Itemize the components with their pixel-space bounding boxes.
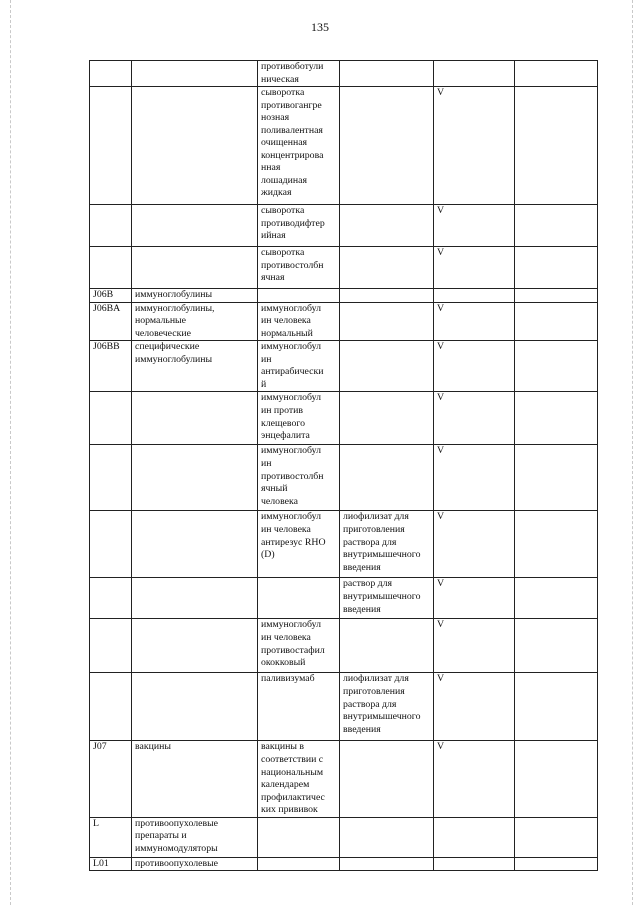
atc-group-cell [132, 87, 258, 205]
mark-text: V [437, 87, 445, 99]
drug-name-cell [258, 619, 340, 673]
table-row [90, 61, 598, 87]
table-row [90, 619, 598, 673]
atc-group-cell [132, 741, 258, 817]
drug-name-text: иммуноглобул ин человека антирезус RHO (D) [261, 511, 326, 561]
mark-text: V [437, 247, 445, 259]
dosage-form-cell [340, 302, 434, 341]
dosage-form-text: лиофилизат для приготовления раствора для внутримышечного введения [343, 673, 421, 735]
dosage-form-cell [340, 392, 434, 445]
dosage-form-text: лиофилизат для приготовления раствора для внутримышечного введения [343, 511, 421, 573]
note-cell [515, 289, 598, 303]
dosage-form-cell [340, 341, 434, 392]
drug-name-text: паливизумаб [261, 673, 315, 685]
atc-code-cell [90, 289, 132, 303]
drug-name-text: иммуноглобул ин человека противостафил ококковый [261, 619, 325, 669]
mark-text: V [437, 302, 445, 314]
mark-cell [434, 341, 515, 392]
mark-cell [434, 857, 515, 871]
atc-code-cell [90, 619, 132, 673]
drug-name-cell [258, 392, 340, 445]
mark-cell [434, 392, 515, 445]
drug-name-cell [258, 673, 340, 741]
dosage-form-text: раствор для внутримышечного введения [343, 578, 421, 615]
atc-code-text: L01 [93, 857, 109, 869]
note-cell [515, 302, 598, 341]
dosage-form-cell [340, 87, 434, 205]
note-cell [515, 741, 598, 817]
atc-code-cell [90, 578, 132, 619]
atc-code-cell [90, 392, 132, 445]
drug-name-cell [258, 302, 340, 341]
atc-group-text: специфические иммуноглобулины [135, 341, 213, 365]
drug-list-table [89, 60, 598, 871]
drug-name-text: иммуноглобул ин человека нормальный [261, 302, 321, 339]
table-row [90, 247, 598, 289]
mark-cell [434, 741, 515, 817]
drug-name-cell [258, 289, 340, 303]
atc-group-cell [132, 673, 258, 741]
table-row [90, 302, 598, 341]
dosage-form-cell [340, 817, 434, 857]
dosage-form-cell [340, 205, 434, 247]
dosage-form-cell [340, 445, 434, 511]
atc-code-cell [90, 817, 132, 857]
mark-text: V [437, 511, 445, 523]
atc-code-text: L [93, 817, 99, 829]
atc-code-cell [90, 741, 132, 817]
drug-name-text: иммуноглобул ин противостолбн ячный человека [261, 445, 324, 507]
note-cell [515, 445, 598, 511]
drug-name-text: сыворотка противостолбн ячная [261, 247, 324, 284]
table-row [90, 445, 598, 511]
table-row [90, 511, 598, 578]
atc-code-text: J06B [93, 289, 114, 301]
dosage-form-cell [340, 578, 434, 619]
atc-group-cell [132, 817, 258, 857]
dosage-form-cell [340, 289, 434, 303]
mark-text: V [437, 673, 445, 685]
atc-code-cell [90, 673, 132, 741]
atc-code-cell [90, 205, 132, 247]
mark-cell [434, 619, 515, 673]
mark-cell [434, 817, 515, 857]
mark-text: V [437, 392, 445, 404]
drug-name-cell [258, 817, 340, 857]
mark-text: V [437, 619, 445, 631]
drug-name-cell [258, 247, 340, 289]
mark-text: V [437, 341, 445, 353]
drug-name-cell [258, 205, 340, 247]
note-cell [515, 817, 598, 857]
atc-group-cell [132, 247, 258, 289]
drug-name-cell [258, 87, 340, 205]
atc-code-cell [90, 87, 132, 205]
atc-code-text: J07 [93, 741, 107, 753]
mark-cell [434, 578, 515, 619]
table-row [90, 205, 598, 247]
atc-group-text: вакцины [135, 741, 171, 753]
atc-code-cell [90, 511, 132, 578]
note-cell [515, 511, 598, 578]
mark-cell [434, 247, 515, 289]
dosage-form-cell [340, 247, 434, 289]
drug-name-cell [258, 578, 340, 619]
drug-name-text: противоботули ническая [261, 61, 324, 85]
atc-code-cell [90, 341, 132, 392]
mark-cell [434, 205, 515, 247]
note-cell [515, 673, 598, 741]
atc-group-cell [132, 341, 258, 392]
atc-group-cell [132, 578, 258, 619]
drug-name-cell [258, 341, 340, 392]
drug-name-cell [258, 857, 340, 871]
table-row [90, 578, 598, 619]
note-cell [515, 341, 598, 392]
table-row [90, 673, 598, 741]
atc-code-cell [90, 302, 132, 341]
dosage-form-cell [340, 619, 434, 673]
atc-group-cell [132, 61, 258, 87]
note-cell [515, 205, 598, 247]
table-row [90, 817, 598, 857]
atc-group-text: противоопухолевые [135, 857, 219, 869]
atc-code-cell [90, 247, 132, 289]
atc-code-text: J06BA [93, 302, 121, 314]
mark-cell [434, 445, 515, 511]
table-row [90, 741, 598, 817]
drug-name-text: вакцины в соответствии с национальным календарем профилактичес ких прививок [261, 741, 325, 816]
table-row [90, 87, 598, 205]
mark-text: V [437, 741, 445, 753]
dosage-form-cell [340, 741, 434, 817]
atc-group-cell [132, 619, 258, 673]
drug-name-cell [258, 511, 340, 578]
dosage-form-cell [340, 673, 434, 741]
drug-name-cell [258, 61, 340, 87]
table-row [90, 857, 598, 871]
atc-group-text: иммуноглобулины, нормальные человеческие [135, 302, 215, 339]
table-body [90, 61, 598, 871]
mark-cell [434, 289, 515, 303]
atc-group-cell [132, 302, 258, 341]
mark-cell [434, 673, 515, 741]
mark-cell [434, 87, 515, 205]
atc-group-text: иммуноглобулины [135, 289, 213, 301]
atc-code-cell [90, 857, 132, 871]
table-row [90, 289, 598, 303]
mark-cell [434, 61, 515, 87]
atc-group-text: противоопухолевые препараты и иммуномодуляторы [135, 817, 219, 854]
note-cell [515, 578, 598, 619]
atc-group-cell [132, 289, 258, 303]
note-cell [515, 619, 598, 673]
atc-code-cell [90, 445, 132, 511]
page-number: 135 [311, 20, 329, 34]
atc-group-cell [132, 445, 258, 511]
mark-cell [434, 511, 515, 578]
scan-edge-right [632, 0, 633, 905]
dosage-form-cell [340, 61, 434, 87]
scan-edge-left [10, 0, 11, 905]
drug-name-cell [258, 741, 340, 817]
atc-group-cell [132, 392, 258, 445]
atc-code-text: J06BB [93, 341, 120, 353]
table-row [90, 341, 598, 392]
atc-code-cell [90, 61, 132, 87]
note-cell [515, 247, 598, 289]
note-cell [515, 87, 598, 205]
drug-name-text: иммуноглобул ин антирабически й [261, 341, 324, 390]
note-cell [515, 857, 598, 871]
mark-cell [434, 302, 515, 341]
atc-group-cell [132, 205, 258, 247]
atc-group-cell [132, 511, 258, 578]
table-row [90, 392, 598, 445]
note-cell [515, 61, 598, 87]
drug-name-text: иммуноглобул ин против клещевого энцефалита [261, 392, 321, 442]
mark-text: V [437, 578, 445, 590]
drug-name-cell [258, 445, 340, 511]
dosage-form-cell [340, 857, 434, 871]
mark-text: V [437, 445, 445, 457]
dosage-form-cell [340, 511, 434, 578]
drug-name-text: сыворотка противодифтер ийная [261, 205, 325, 242]
note-cell [515, 392, 598, 445]
atc-group-cell [132, 857, 258, 871]
drug-name-text: сыворотка противогангре нозная поливалентная очищенная концентрирова нная лошадиная жидкая [261, 87, 324, 199]
mark-text: V [437, 205, 445, 217]
